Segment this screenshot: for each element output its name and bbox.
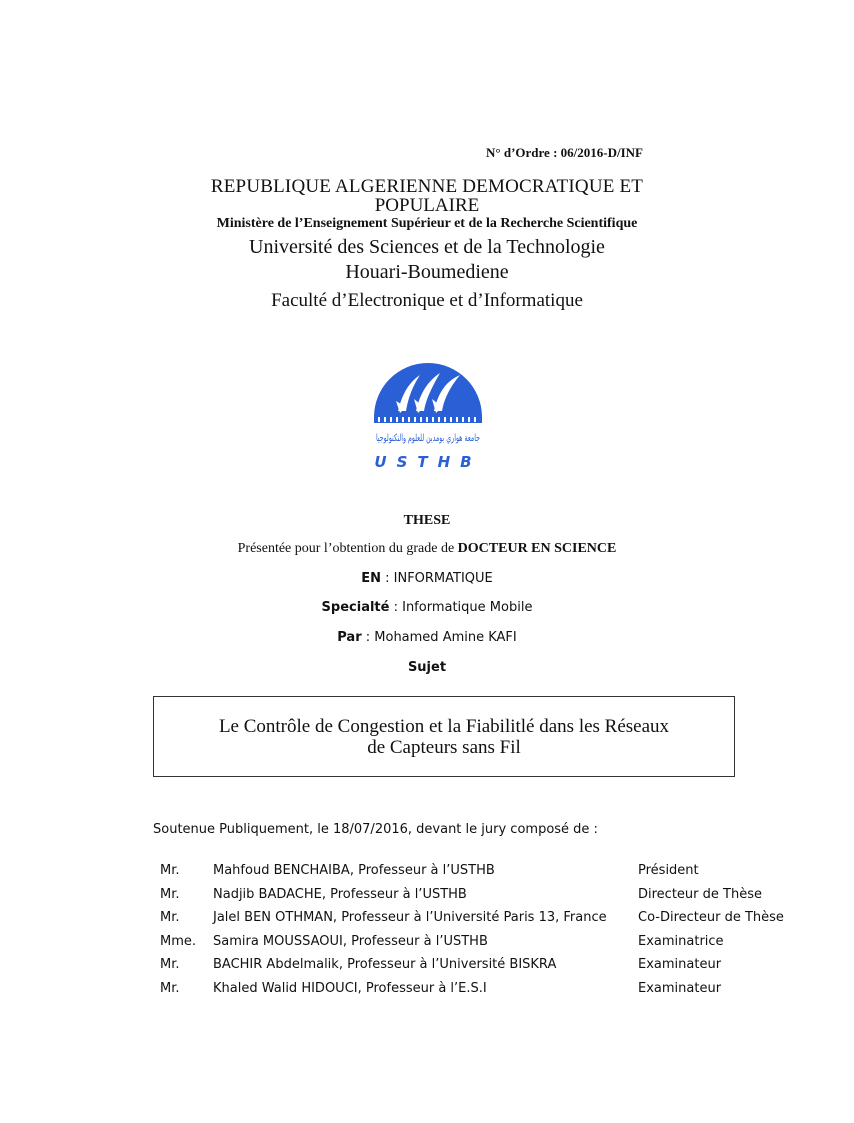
- specialite-line: [0, 600, 854, 615]
- grade: DOCTEUR EN SCIENCE: [457, 541, 617, 556]
- jury-name: BACHIR Abdelmalik, Professeur à l’Université BISKRA: [213, 957, 557, 972]
- logo-arabic-text: جامعة هواري بومدين للعلوم والتكنولوجيا: [376, 433, 480, 444]
- soutenue-line: Soutenue Publiquement, le 18/07/2016, devant le jury composé de :: [153, 822, 598, 837]
- jury-role: Examinateur: [638, 980, 722, 996]
- jury-name: Mahfoud BENCHAIBA, Professeur à l’USTHB: [213, 863, 495, 878]
- par-line: [0, 630, 854, 645]
- jury-role: Co-Directeur de Thèse: [638, 910, 784, 925]
- universite-line1: Université des Sciences et de la Technologie: [249, 236, 605, 258]
- jury-title: Mr.: [160, 980, 180, 996]
- usthb-logo-icon: [368, 355, 488, 475]
- presentee-text: Présentée pour l’obtention du grade de: [237, 541, 458, 556]
- jury-name: Samira MOUSSAOUI, Professeur à l’USTHB: [213, 933, 488, 949]
- author: : Mohamed Amine KAFI: [361, 630, 517, 645]
- thesis-title-line1: Le Contrôle de Congestion et la Fiabilitlé dans les Réseaux: [218, 715, 670, 737]
- republique-line1: REPUBLIQUE ALGERIENNE DEMOCRATIQUE ET: [210, 176, 644, 197]
- jury-title: Mr.: [160, 863, 180, 878]
- jury-name: Nadjib BADACHE, Professeur à l’USTHB: [213, 886, 467, 902]
- universite-line2: Houari-Boumediene: [345, 261, 509, 283]
- order-value: 06/2016-D/INF: [560, 145, 643, 160]
- subject-box: [153, 696, 735, 777]
- jury-title: Mr.: [160, 910, 180, 925]
- en-value: : INFORMATIQUE: [380, 571, 493, 586]
- jury-name: Jalel BEN OTHMAN, Professeur à l’Université Paris 13, France: [213, 910, 607, 925]
- sujet-label: Sujet: [407, 660, 447, 675]
- en-line: [0, 571, 854, 586]
- republique-line2: POPULAIRE: [374, 195, 480, 216]
- jury-name: Khaled Walid HIDOUCI, Professeur à l’E.S.I: [213, 980, 487, 996]
- jury-role: Examinateur: [638, 957, 722, 972]
- ministere: Ministère de l’Enseignement Supérieur et de la Recherche Scientifique: [216, 216, 638, 231]
- presentee-line: [0, 541, 854, 557]
- jury-role: Directeur de Thèse: [638, 886, 762, 902]
- logo-latin-text: USTHB: [374, 453, 482, 471]
- order-number: [486, 145, 643, 161]
- jury-title: Mr.: [160, 886, 180, 902]
- en-label: EN: [361, 571, 381, 586]
- thesis-title-line2: de Capteurs sans Fil: [367, 736, 521, 758]
- specialite-label: Specialté: [321, 600, 390, 615]
- order-label: N° d’Ordre :: [486, 145, 561, 160]
- specialite-value: : Informatique Mobile: [389, 600, 533, 615]
- thesis-type: THESE: [403, 513, 451, 528]
- jury-title: Mr.: [160, 957, 180, 972]
- thesis-title: [199, 716, 689, 758]
- jury-role: Président: [638, 863, 699, 878]
- jury-title: Mme.: [160, 933, 197, 949]
- par-label: Par: [337, 630, 362, 645]
- faculte: Faculté d’Electronique et d’Informatique: [271, 290, 583, 311]
- jury-role: Examinatrice: [638, 933, 724, 949]
